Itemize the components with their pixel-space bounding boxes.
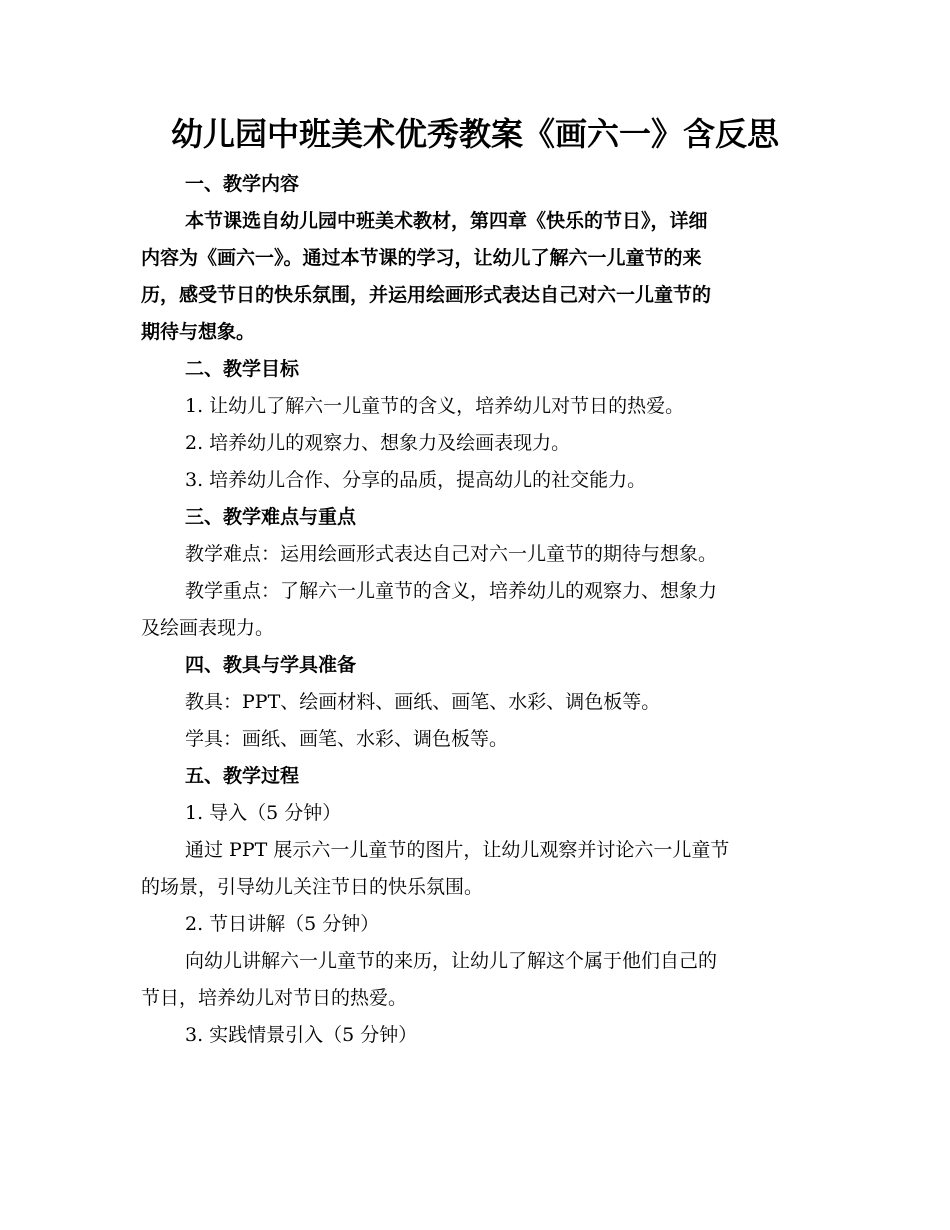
paragraph-line: 学具：画纸、画笔、水彩、调色板等。 [185,728,509,750]
section-heading: 二、教学目标 [185,358,300,380]
document-body [141,166,801,1054]
list-item: 3. 培养幼儿合作、分享的品质，提高幼儿的社交能力。 [185,469,647,491]
list-item: 2. 节日讲解（5 分钟） [185,913,380,935]
paragraph-line: 历，感受节日的快乐氛围，并运用绘画形式表达自己对六一儿童节的 [141,284,712,306]
paragraph-line: 教具：PPT、绘画材料、画纸、画笔、水彩、调色板等。 [185,691,661,713]
paragraph-line: 节日，培养幼儿对节日的热爱。 [141,987,408,1009]
section-heading: 三、教学难点与重点 [185,506,357,528]
list-item: 1. 导入（5 分钟） [185,802,342,824]
paragraph-line: 向幼儿讲解六一儿童节的来历，让幼儿了解这个属于他们自己的 [185,950,718,972]
paragraph-line: 本节课选自幼儿园中班美术教材，第四章《快乐的节日》，详细 [185,210,708,232]
paragraph-line: 教学难点：运用绘画形式表达自己对六一儿童节的期待与想象。 [185,543,718,565]
paragraph-line: 及绘画表现力。 [141,617,275,639]
section-heading: 一、教学内容 [185,173,300,195]
paragraph-line: 内容为《画六一》。通过本节课的学习，让幼儿了解六一儿童节的来 [141,247,702,269]
list-item: 2. 培养幼儿的观察力、想象力及绘画表现力。 [185,432,571,454]
document-title: 幼儿园中班美术优秀教案《画六一》含反思 [170,115,779,153]
paragraph-line: 的场景，引导幼儿关注节日的快乐氛围。 [141,876,484,898]
section-heading: 四、教具与学具准备 [185,654,357,676]
section-heading: 五、教学过程 [185,765,300,787]
paragraph-line: 期待与想象。 [141,321,256,343]
list-item: 3. 实践情景引入（5 分钟） [185,1024,418,1046]
paragraph-line: 通过 PPT 展示六一儿童节的图片，让幼儿观察并讨论六一儿童节 [185,839,730,861]
paragraph-line: 教学重点：了解六一儿童节的含义，培养幼儿的观察力、想象力 [185,580,718,602]
list-item: 1. 让幼儿了解六一儿童节的含义，培养幼儿对节日的热爱。 [185,395,685,417]
